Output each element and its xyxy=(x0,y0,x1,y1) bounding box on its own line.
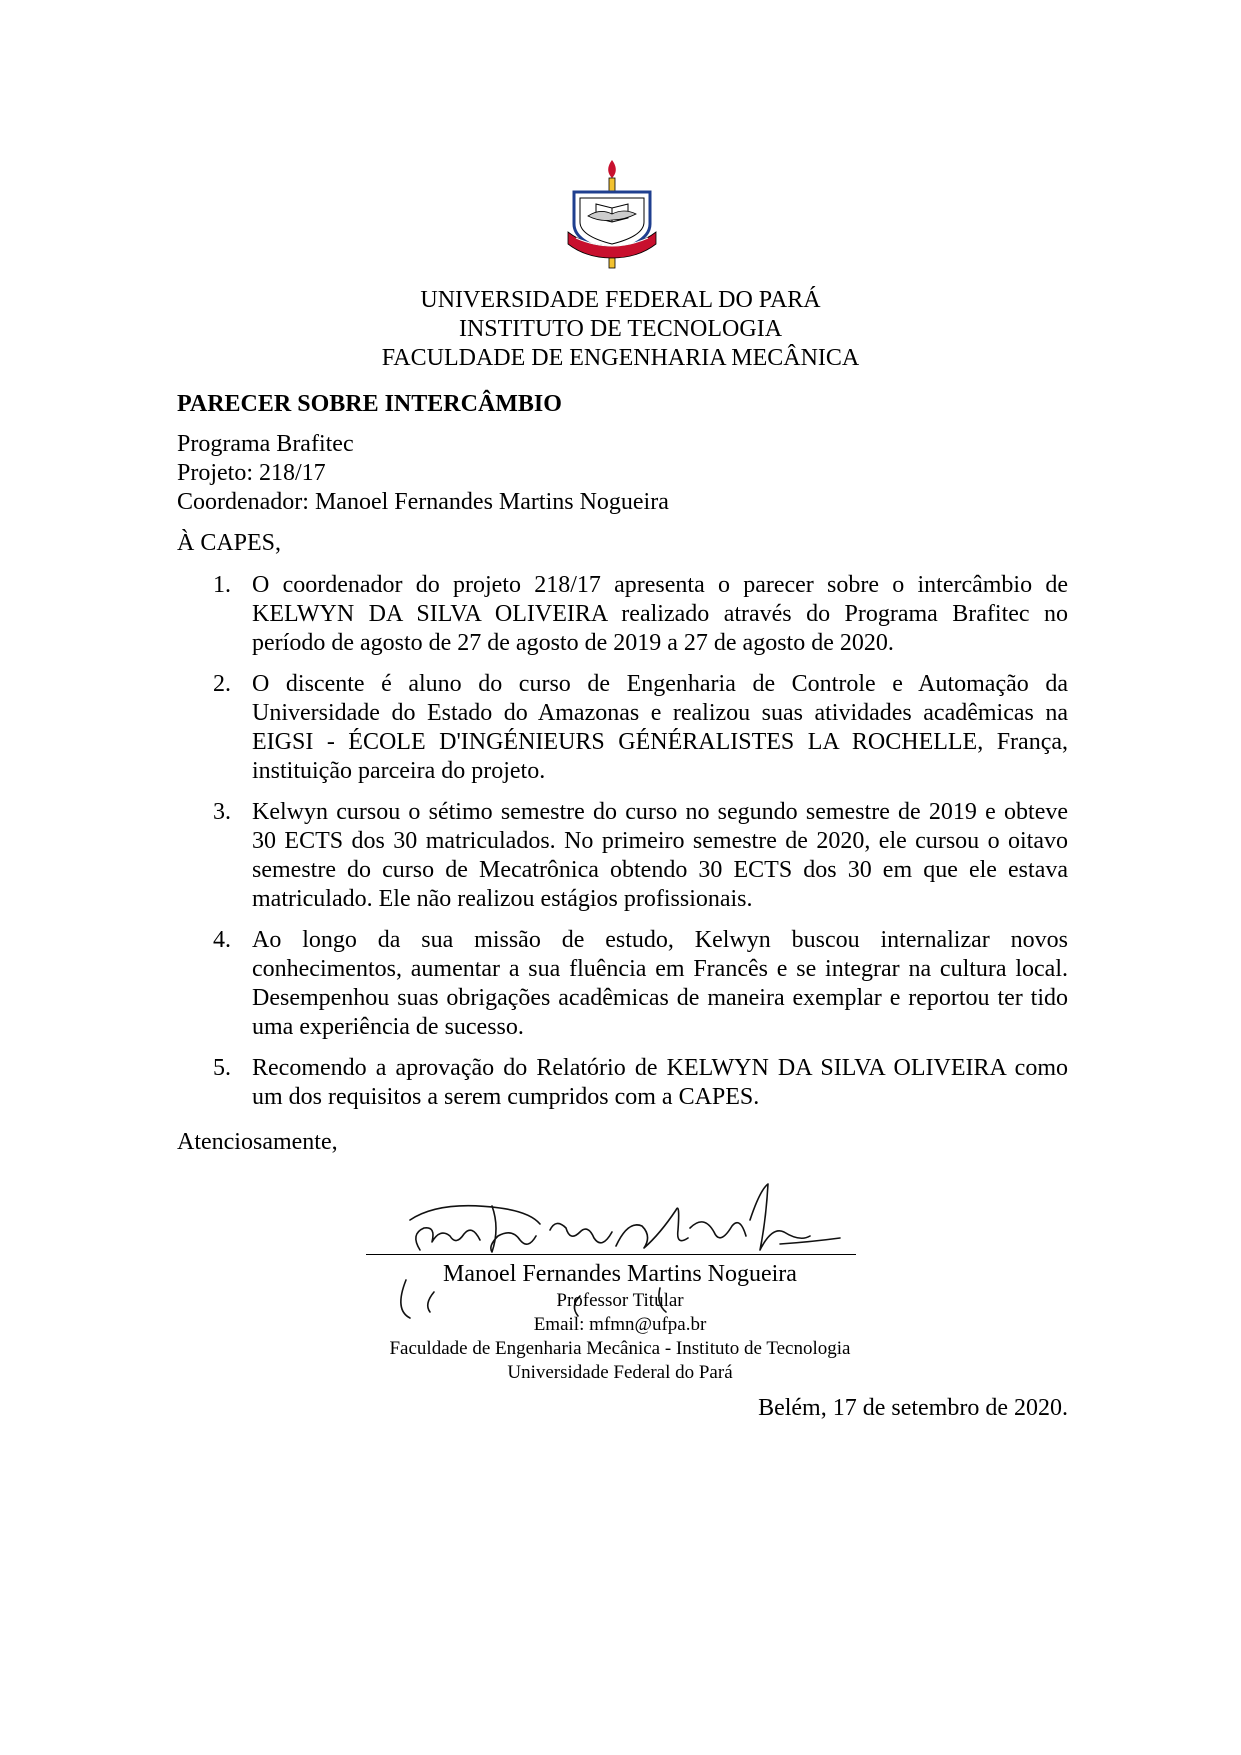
item-text: Ao longo da sua missão de estudo, Kelwyn buscou internalizar novos conhecimentos, aumentar a sua fluência em Francês e se integrar na cultura local. Desempenhou suas obrigações acadêmicas de maneira exemplar e reportou ter tido uma experiência de sucesso. xyxy=(252,927,1068,1040)
signer-role: Professor Titular xyxy=(556,1290,684,1311)
document-date: Belém, 17 de setembro de 2020. xyxy=(758,1395,1068,1421)
item-number: 2. xyxy=(213,671,231,697)
coordinator-name: Coordenador: Manoel Fernandes Martins Nogueira xyxy=(177,489,669,515)
closing-phrase: Atenciosamente, xyxy=(177,1129,338,1155)
institution-header xyxy=(0,286,1241,373)
item-text: Recomendo a aprovação do Relatório de KELWYN DA SILVA OLIVEIRA como um dos requisitos a serem cumpridos com a CAPES. xyxy=(252,1055,1068,1110)
signer-university: Universidade Federal do Pará xyxy=(507,1362,733,1383)
document-title: PARECER SOBRE INTERCÂMBIO xyxy=(177,391,562,417)
university-seal-logo xyxy=(566,158,658,270)
project-info xyxy=(177,430,669,517)
list-item xyxy=(177,571,1068,658)
item-number: 3. xyxy=(213,799,231,825)
faculty-name: FACULDADE DE ENGENHARIA MECÂNICA xyxy=(381,345,860,371)
list-item xyxy=(177,926,1068,1042)
signer-department: Faculdade de Engenharia Mecânica - Instituto de Tecnologia xyxy=(389,1338,851,1359)
item-text: O coordenador do projeto 218/17 apresenta o parecer sobre o intercâmbio de KELWYN DA SILVA OLIVEIRA realizado através do Programa Brafitec no período de agosto de 27 de agosto de 2019 a 27 de agosto de 2020. xyxy=(252,572,1068,656)
report-items xyxy=(177,571,1068,1124)
university-name: UNIVERSIDADE FEDERAL DO PARÁ xyxy=(420,287,821,313)
signer-name: Manoel Fernandes Martins Nogueira xyxy=(443,1261,797,1287)
program-name: Programa Brafitec xyxy=(177,431,354,457)
item-text: O discente é aluno do curso de Engenharia de Controle e Automação da Universidade do Estado do Amazonas e realizou suas atividades acadêmicas na EIGSI - ÉCOLE D'INGÉNIEURS GÉNÉRALISTES LA ROCHELLE, França, instituição parceira do projeto. xyxy=(252,671,1068,784)
list-item xyxy=(177,798,1068,914)
item-text: Kelwyn cursou o sétimo semestre do curso no segundo semestre de 2019 e obteve 30 ECTS dos 30 matriculados. No primeiro semestre de 2020, ele cursou o oitavo semestre do curso de Mecatrônica obtendo 30 ECTS dos 30 em que ele estava matriculado. Ele não realizou estágios profissionais. xyxy=(252,799,1068,912)
salutation: À CAPES, xyxy=(177,530,282,556)
list-item xyxy=(177,670,1068,786)
signer-email: Email: mfmn@ufpa.br xyxy=(533,1314,707,1335)
institute-name: INSTITUTO DE TECNOLOGIA xyxy=(458,316,783,342)
project-number: Projeto: 218/17 xyxy=(177,460,326,486)
signer-block xyxy=(300,1260,940,1385)
list-item xyxy=(177,1054,1068,1112)
item-number: 4. xyxy=(213,927,231,953)
signature-line xyxy=(366,1254,856,1255)
item-number: 5. xyxy=(213,1055,231,1081)
item-number: 1. xyxy=(213,572,231,598)
